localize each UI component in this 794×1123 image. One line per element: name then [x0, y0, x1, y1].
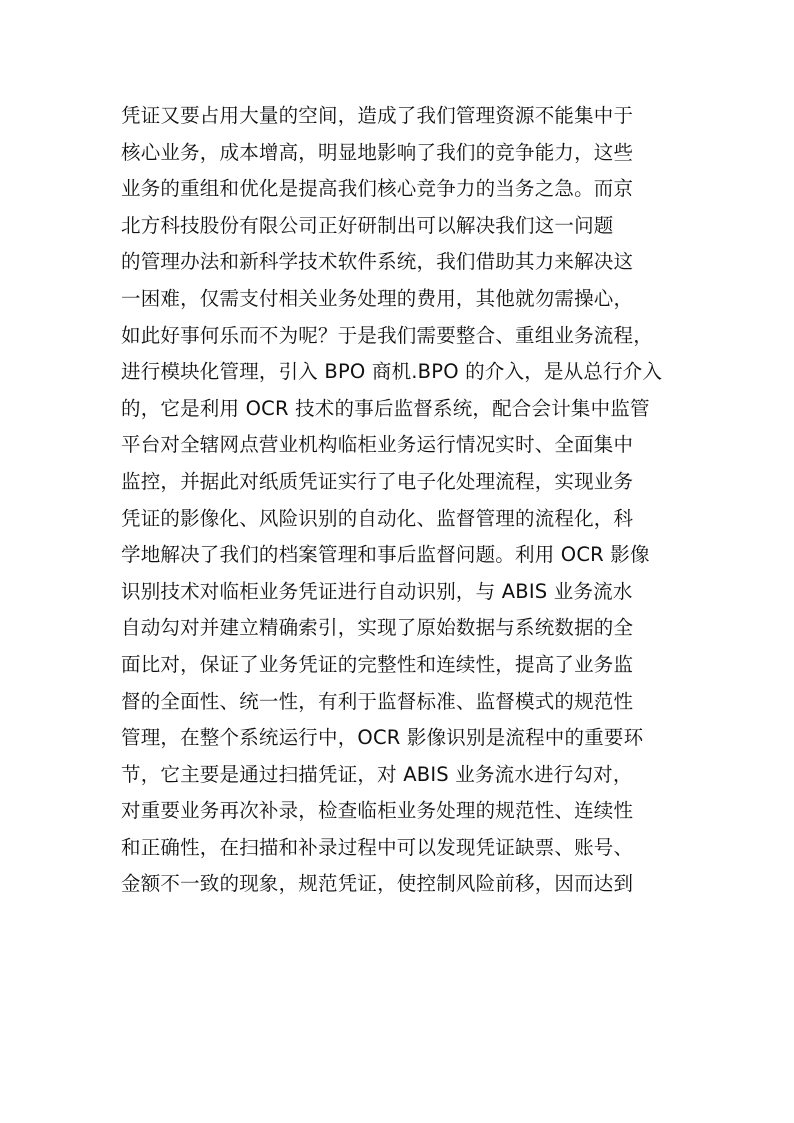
body-paragraph — [121, 98, 691, 903]
text-line: 进行模块化管理，引入 BPO 商机.BPO 的介入，是从总行介入 — [121, 360, 663, 384]
text-line: 对重要业务再次补录，检查临柜业务处理的规范性、连续性 — [121, 799, 634, 823]
text-line: 金额不一致的现象，规范凭证，使控制风险前移，因而达到 — [121, 872, 634, 896]
text-line: 北方科技股份有限公司正好研制出可以解决我们这一问题 — [121, 213, 614, 237]
text-line: 监控，并据此对纸质凭证实行了电子化处理流程，实现业务 — [121, 469, 634, 493]
text-line: 学地解决了我们的档案管理和事后监督问题。利用 OCR 影像 — [121, 543, 650, 567]
text-line: 督的全面性、统一性，有利于监督标准、监督模式的规范性 — [121, 689, 634, 713]
text-line: 如此好事何乐而不为呢？于是我们需要整合、重组业务流程， — [121, 323, 653, 347]
text-line: 识别技术对临柜业务凭证进行自动识别，与 ABIS 业务流水 — [121, 579, 633, 603]
text-line: 一困难，仅需支付相关业务处理的费用，其他就勿需操心， — [121, 286, 634, 310]
text-line: 核心业务，成本增高，明显地影响了我们的竞争能力，这些 — [121, 140, 634, 164]
text-line: 自动勾对并建立精确索引，实现了原始数据与系统数据的全 — [121, 616, 634, 640]
text-line: 面比对，保证了业务凭证的完整性和连续性，提高了业务监 — [121, 652, 634, 676]
text-line: 业务的重组和优化是提高我们核心竞争力的当务之急。而京 — [121, 177, 634, 201]
text-line: 的，它是利用 OCR 技术的事后监督系统，配合会计集中监管 — [121, 396, 650, 420]
text-line: 节，它主要是通过扫描凭证，对 ABIS 业务流水进行勾对， — [121, 762, 633, 786]
text-line: 管理，在整个系统运行中，OCR 影像识别是流程中的重要环 — [121, 726, 644, 750]
text-line: 的管理办法和新科学技术软件系统，我们借助其力来解决这 — [121, 250, 634, 274]
text-line: 平台对全辖网点营业机构临柜业务运行情况实时、全面集中 — [121, 433, 634, 457]
text-line: 凭证又要占用大量的空间，造成了我们管理资源不能集中于 — [121, 104, 634, 127]
text-line: 和正确性，在扫描和补录过程中可以发现凭证缺票、账号、 — [121, 835, 634, 859]
text-line: 凭证的影像化、风险识别的自动化、监督管理的流程化，科 — [121, 506, 634, 530]
